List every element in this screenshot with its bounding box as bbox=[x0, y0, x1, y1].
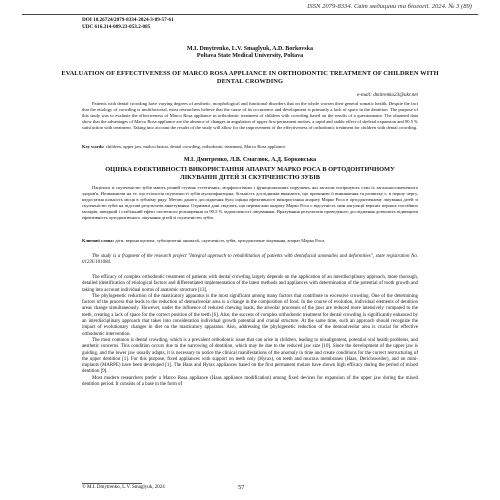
body-paragraph: The most common is dental crowding, which is a prevalent orthodontic issue that can arise in children, leading to misalignment, potential oral health problems, and aesthetic concerns. This condition occurs due to the narrowing of dentition, which may be due to the reduced jaw size [10]. Since the development of the upper jaw is guiding, and the lower jaw usually adapts, it is necessary to notice the clinical manifestations of the anomaly in time and create conditions for the correct restructuring of the upper dentition [1]. For this purpose, fixed appliances with support on teeth only (Hyrax), on teeth and mucous membranes (Haas, Derichsweiler), and on mini-implants (MARPE) have been developed [1]. The Haas and Hyrax appliances based on the first permanent molars have shown high efficacy during the period of mixed dentition [9]. bbox=[82, 337, 418, 375]
footer-rule bbox=[82, 483, 142, 484]
abstract-ua: Пацієнти зі скупченістю зубів мають різний ступінь естетичних, морфологічних і функціональних порушень, які загалом погіршують стан їх загальносоматичного здоров'я. Незважаючи на те, що етіологія скупченості зубів мультифакторна, більшість дослідників вважають, що причиною її виникнення та розвитку є, в першу чергу, недостатня кількість місця в зубному ряду. Метою даного дослідження було оцінка ефективності використання апарату Марко Роса в ортодонтичному лікуванні дітей зі скупченістю зубів на підставі результатів анкетування. Отримані дані свідчать, що перевагами апарату Марко Роса є відсутність змін ангуляції верхніх перших постійних молярів, швидкий і стабільний ефект скелетного розширення та 90,5 % задоволеності лікуванням. Врахування результатів проведеного дослідження дозволить підвищити ефективність ортодонтичного лікування дітей зі скупченістю зубів. bbox=[82, 185, 418, 221]
copyright: © M.I. Dmytrenko, L.V. Smaglyuk, 2024 bbox=[82, 485, 165, 490]
journal-header: ISSN 2079-8334. Світ медицини та біології. 2024. № 3 (89) bbox=[307, 3, 472, 10]
authors-en: M.I. Dmytrenko, L.V. Smaglyuk, A.D. Borkovska bbox=[187, 46, 313, 52]
authors-en-block bbox=[0, 46, 500, 61]
doi: DOI 10.26724/2079-8334-2024-3-89-57-61 bbox=[82, 17, 174, 23]
body-paragraph: The phylogenetic reduction of the masticatory apparatus is the most significant among many factors that contribute to excessive crowding. One of the determining factors of the process that leads to the reduction of dentoalveolar area is a change in the composition of food. In the course of evolution, individual elements of dentition areas change simultaneously. However, under the influence of reduced chewing loads, the alveolar processes of the jaws are reduced more intensively compared to the teeth, creating a lack of space for the correct position of the teeth [6]. Also, the success of complex orthodontic treatment for dental crowding is significantly enhanced by an interdisciplinary approach that takes into consideration individual growth potential and cranial structure. At the same time, such an approach should recognize the impact of evolutionary changes in diet on the masticatory apparatus. Also, addressing the phylogenetic reduction of the dentoalveolar area is crucial for effective orthodontic intervention. bbox=[82, 293, 418, 337]
article-title-en: EVALUATION OF EFFECTIVENESS OF MARCO ROSA APPLIANCE IN ORTHODONTIC TREATMENT OF CHILDREN WITH DENTAL CROWDING bbox=[61, 70, 439, 86]
body-paragraph: The efficacy of complex orthodontic treatment of patients with dental crowding largely depends on the application of an interdisciplinary approach, more thorough, detailed identification of etiological factors and differentiated implementation of the latest methods and appliances with determination of the potential of tooth growth and taking into account individual norms of anatomic structure [13]. bbox=[82, 275, 418, 293]
keywords-ua-text: діти, верхня щелепа, зубощелепні аномалії, скупченість зубів, ортодонтичне лікування, апарат Марко Роса. bbox=[115, 238, 326, 243]
body-paragraph: Most modern researchers prefer a Marco Rosa appliance (Haas appliance modification) among fixed devices for expansion of the upper jaw during the mixed dentition period. It consists of a base in the form of bbox=[82, 375, 418, 388]
article-title-ua: ОЦІНКА ЕФЕКТИВНОСТІ ВИКОРИСТАННЯ АПАРАТУ МАРКО РОСА В ОРТОДОНТИЧНОМУ ЛІКУВАННІ ДІТЕЙ ЗІ СКУПЧЕНІСТЮ ЗУБІВ bbox=[105, 166, 395, 182]
page-number: 57 bbox=[238, 484, 245, 491]
udc: UDC 616.314-089.23-053.2-085 bbox=[82, 24, 151, 31]
authors-ua: М.І. Дмитренко, Л.В. Смаглюк, А.Д. Борковська bbox=[183, 157, 317, 163]
keywords-en-label: Key words: bbox=[82, 144, 105, 149]
article-body bbox=[82, 275, 418, 388]
keywords-ua bbox=[82, 238, 418, 244]
study-note: The study is a fragment of the research project "Integral approach to rehabilitation of patients with dentofacial anomalies and deformities", state registration No. 0123U101084. bbox=[82, 254, 418, 266]
keywords-en-text: children, upper jaw, malocclusion, dental crowding, orthodontic treatment, Marco Rosa appliance. bbox=[105, 144, 287, 149]
abstract-en: Patients with dental crowding have varying degrees of aesthetic, morphological and functional disorders that on the whole worsen their general somatic health. Despite the fact that the etiology of crowding is multifactorial, most researchers believe that the cause of its occurrence and development is primarily a lack of space in the dentition. The purpose of this study was to evaluate the effectiveness of Marco Rosa appliance in orthodontic treatment of children with crowding based on the results of a questionnaire. The obtained data show that the advantages of Marco Rosa appliance are the absence of changes in angulation of upper first permanent molars, a rapid and stable effect of skeletal expansion and 90.5 % satisfaction with treatment. Taking into account the results of the study will allow for the improvement of the effectiveness of orthodontic treatment for children with dental crowding. bbox=[82, 101, 418, 131]
article-meta bbox=[82, 17, 174, 31]
keywords-en bbox=[82, 144, 418, 150]
affiliation-en: Poltava State Medical University, Poltava bbox=[196, 53, 304, 60]
author-email: e-mail: dmitrenko23@ukr.net bbox=[356, 92, 418, 98]
header-rule bbox=[22, 14, 478, 15]
keywords-ua-label: Ключові слова: bbox=[82, 238, 115, 243]
